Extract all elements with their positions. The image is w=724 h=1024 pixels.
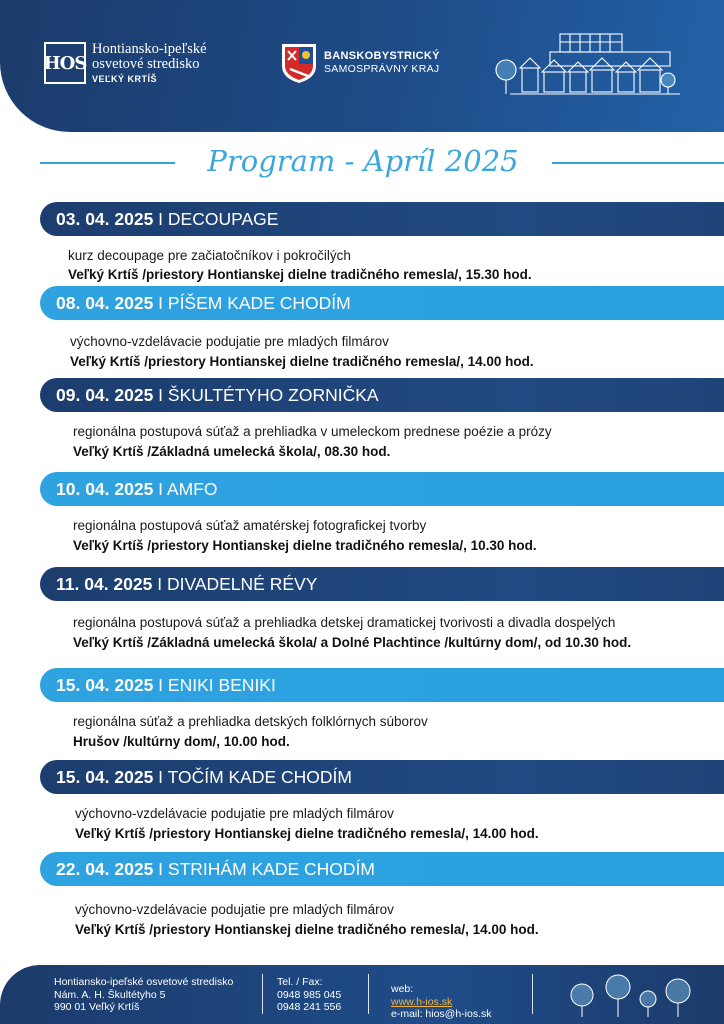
event-name: I ENIKI BENIKI <box>153 675 276 695</box>
event-place: Veľký Krtíš /priestory Hontianskej dielne tradičného remesla/, 15.30 hod. <box>68 267 532 282</box>
event-header <box>40 668 724 702</box>
event-place: Veľký Krtíš /priestory Hontianskej dielne tradičného remesla/, 14.00 hod. <box>75 922 539 937</box>
event-place: Veľký Krtíš /priestory Hontianskej dielne tradičného remesla/, 14.00 hod. <box>70 354 534 369</box>
event-description: regionálna postupová súťaž amatérskej fotografickej tvorby <box>73 518 427 533</box>
phone-number[interactable]: 0948 985 045 <box>277 988 342 1001</box>
event-description: regionálna postupová súťaž a prehliadka v umeleckom prednese poézie a prózy <box>73 424 552 439</box>
event-date: 15. 04. 2025 <box>56 675 154 695</box>
event-header <box>40 378 724 412</box>
event-description: kurz decoupage pre začiatočníkov i pokročilých <box>68 248 351 263</box>
region-name-line1: BANSKOBYSTRICKÝ <box>324 50 440 62</box>
event-header <box>40 760 724 794</box>
event-date: 09. 04. 2025 <box>56 385 154 405</box>
footer-address-line: Nám. A. H. Škultétyho 5 <box>54 988 166 1001</box>
event-description: regionálna postupová súťaž a prehliadka detskej dramatickej tvorivosti a divadla dospelých <box>73 615 616 630</box>
event-name: I DIVADELNÉ RÉVY <box>152 574 318 594</box>
web-label: web: <box>391 983 414 995</box>
event-date: 10. 04. 2025 <box>56 479 154 499</box>
org-name-line2: osvetové stredisko <box>92 56 200 72</box>
event-date: 11. 04. 2025 <box>56 574 153 594</box>
event-place: Veľký Krtíš /priestory Hontianskej dielne tradičného remesla/, 14.00 hod. <box>75 826 539 841</box>
hos-logo-mark: HOS <box>44 42 86 84</box>
event-description: výchovno-vzdelávacie podujatie pre mladých filmárov <box>75 806 394 821</box>
event-header <box>40 567 724 601</box>
footer-divider <box>368 974 369 1014</box>
footer-divider <box>532 974 533 1014</box>
footer-address-line: 990 01 Veľký Krtíš <box>54 1001 140 1013</box>
event-date: 08. 04. 2025 <box>56 293 154 313</box>
page-title: Program - Apríl 2025 <box>207 144 519 178</box>
event-date: 03. 04. 2025 <box>56 209 154 229</box>
phone-number[interactable]: 0948 241 556 <box>277 1001 342 1013</box>
trees-illustration-icon <box>568 971 698 1019</box>
event-name: I DECOUPAGE <box>153 209 279 229</box>
org-logo[interactable] <box>44 42 207 84</box>
org-name-line3: VEĽKÝ KRTÍŠ <box>92 74 158 84</box>
event-place: Veľký Krtíš /priestory Hontianskej dielne tradičného remesla/, 10.30 hod. <box>73 538 537 553</box>
email-link[interactable]: e-mail: hios@h-ios.sk <box>391 1008 492 1020</box>
title-row <box>0 140 724 190</box>
event-name: I PÍŠEM KADE CHODÍM <box>153 293 351 313</box>
region-name-line2: SAMOSPRÁVNY KRAJ <box>324 63 440 75</box>
region-name <box>324 50 440 76</box>
region-shield-icon <box>280 42 318 84</box>
event-header <box>40 286 724 320</box>
event-description: regionálna súťaž a prehliadka detských folklórnych súborov <box>73 714 428 729</box>
web-row <box>391 983 492 1008</box>
event-description: výchovno-vzdelávacie podujatie pre mladých filmárov <box>75 902 394 917</box>
village-illustration-icon <box>490 22 690 102</box>
event-header <box>40 852 724 886</box>
footer-divider <box>262 974 263 1014</box>
event-header <box>40 202 724 236</box>
website-link[interactable]: www.h-ios.sk <box>391 995 453 1008</box>
org-name-line1: Hontiansko-ipeľské <box>92 41 207 57</box>
event-name: I AMFO <box>153 479 218 499</box>
footer <box>0 965 724 1024</box>
event-date: 22. 04. 2025 <box>56 859 154 879</box>
event-place: Hrušov /kultúrny dom/, 10.00 hod. <box>73 734 290 749</box>
event-description: výchovno-vzdelávacie podujatie pre mladých filmárov <box>70 334 389 349</box>
event-place: Veľký Krtíš /Základná umelecká škola/, 08.30 hod. <box>73 444 391 459</box>
header <box>0 0 724 132</box>
title-divider-right <box>552 162 724 164</box>
event-place: Veľký Krtíš /Základná umelecká škola/ a Dolné Plachtince /kultúrny dom/, od 10.30 hod. <box>73 635 632 650</box>
event-date: 15. 04. 2025 <box>56 767 154 787</box>
event-header <box>40 472 724 506</box>
footer-contact <box>391 983 492 1021</box>
event-name: I ŠKULTÉTYHO ZORNIČKA <box>153 385 379 405</box>
event-name: I STRIHÁM KADE CHODÍM <box>153 859 375 879</box>
region-logo[interactable] <box>280 42 440 84</box>
event-name: I TOČÍM KADE CHODÍM <box>153 767 352 787</box>
title-divider-left <box>40 162 175 164</box>
footer-address <box>54 976 233 1014</box>
phone-label: Tel. / Fax: <box>277 976 323 988</box>
footer-address-line: Hontiansko-ipeľské osvetové stredisko <box>54 976 234 988</box>
footer-phones <box>277 976 341 1014</box>
org-name <box>92 42 207 84</box>
